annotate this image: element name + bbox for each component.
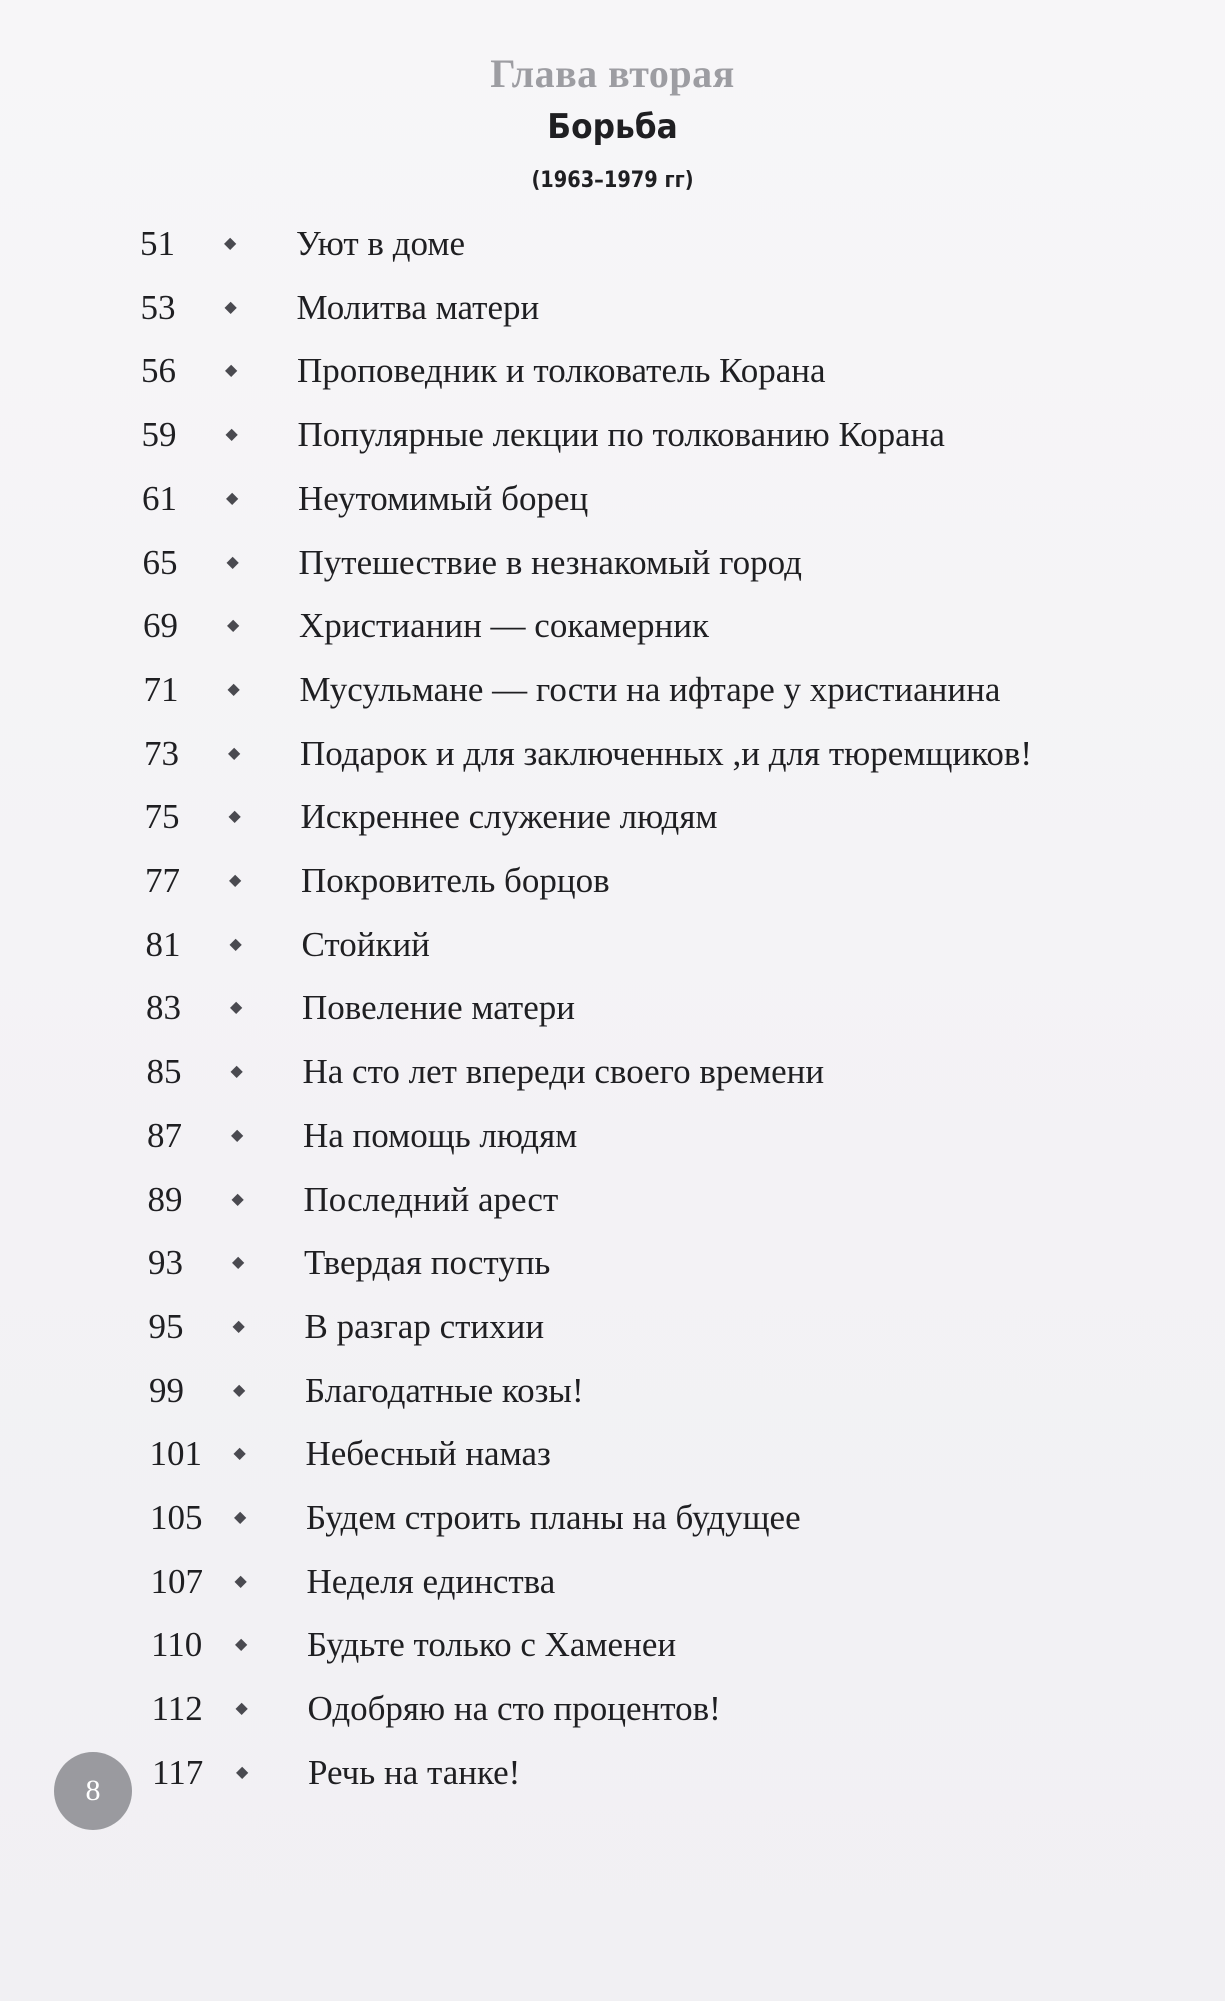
toc-title: Твердая поступь	[304, 1243, 551, 1283]
diamond-bullet-icon: ◆	[224, 235, 237, 252]
diamond-bullet-icon: ◆	[226, 553, 239, 571]
toc-title: Путешествие в незнакомый город	[298, 542, 802, 582]
toc-entry	[148, 1231, 1225, 1295]
toc-entry	[147, 1104, 1225, 1168]
toc-page-number: 110	[151, 1625, 203, 1665]
toc-entry	[150, 1422, 1225, 1486]
toc-title: Последний арест	[303, 1179, 559, 1219]
toc-page-number: 99	[149, 1370, 184, 1410]
toc-title: Молитва матери	[296, 287, 540, 327]
diamond-bullet-icon: ◆	[224, 298, 237, 316]
toc-page-number: 105	[150, 1498, 203, 1537]
diamond-bullet-icon: ◆	[232, 1317, 245, 1335]
toc-title: Проповедник и толкователь Корана	[297, 351, 826, 391]
diamond-bullet-icon: ◆	[234, 1572, 247, 1590]
toc-page-number: 71	[143, 669, 179, 709]
toc-entry	[143, 531, 1225, 595]
toc-entry	[150, 1486, 1225, 1550]
page-number-badge: 8	[54, 1752, 132, 1830]
toc-title: Речь на танке!	[308, 1752, 521, 1792]
toc-title: Стойкий	[301, 924, 430, 964]
toc-page-number: 75	[144, 797, 180, 837]
toc-title: Повеление матери	[302, 988, 575, 1028]
toc-title: Искреннее служение людям	[300, 797, 718, 837]
toc-page-number: 87	[147, 1115, 182, 1155]
toc-title: Мусульмане — гости на ифтаре у христианина	[299, 669, 1001, 709]
toc-title: Христианин — сокамерник	[299, 606, 709, 646]
toc-title: На сто лет впереди своего времени	[302, 1052, 825, 1092]
diamond-bullet-icon: ◆	[229, 872, 242, 889]
diamond-bullet-icon: ◆	[229, 935, 242, 953]
chapter-title: Борьба	[547, 107, 678, 147]
toc-entry	[152, 1677, 1225, 1741]
toc-title: На помощь людям	[303, 1115, 578, 1155]
diamond-bullet-icon: ◆	[228, 808, 241, 826]
toc-page-number: 93	[148, 1243, 183, 1283]
diamond-bullet-icon: ◆	[236, 1763, 249, 1781]
toc-title: Уют в доме	[296, 224, 466, 263]
toc-page-number: 51	[140, 224, 175, 263]
toc-page-number: 53	[140, 287, 176, 327]
toc-title: Будьте только с Хаменеи	[307, 1625, 677, 1665]
toc-title: Неделя единства	[306, 1561, 556, 1601]
toc-entry	[143, 594, 1225, 658]
diamond-bullet-icon: ◆	[231, 1190, 244, 1208]
diamond-bullet-icon: ◆	[235, 1636, 248, 1654]
toc-title: Небесный намаз	[305, 1434, 551, 1474]
toc-page-number: 59	[141, 415, 177, 455]
toc-entry	[140, 212, 1225, 276]
diamond-bullet-icon: ◆	[230, 999, 243, 1017]
toc-title: Одобряю на сто процентов!	[307, 1689, 721, 1729]
toc-title: Неутомимый борец	[298, 478, 589, 518]
diamond-bullet-icon: ◆	[227, 617, 240, 635]
toc-page-number: 83	[146, 988, 181, 1028]
diamond-bullet-icon: ◆	[230, 1063, 243, 1081]
toc-entry	[144, 658, 1225, 722]
diamond-bullet-icon: ◆	[227, 680, 240, 698]
toc-entry	[142, 403, 1225, 467]
toc-title: Покровитель борцов	[301, 861, 610, 900]
toc-page-number: 69	[143, 606, 178, 646]
toc-page-number: 107	[150, 1561, 203, 1601]
toc-page-number: 81	[145, 924, 181, 964]
toc-entry	[144, 722, 1225, 786]
toc-entry	[151, 1550, 1225, 1614]
toc-page-number: 61	[142, 478, 177, 518]
diamond-bullet-icon: ◆	[231, 1126, 244, 1144]
diamond-bullet-icon: ◆	[226, 489, 239, 507]
toc-page-number: 77	[145, 861, 180, 900]
toc-entry	[152, 1741, 1225, 1805]
diamond-bullet-icon: ◆	[225, 362, 238, 380]
diamond-bullet-icon: ◆	[234, 1509, 247, 1526]
toc-page-number: 56	[141, 351, 176, 391]
toc-entry	[146, 913, 1225, 977]
toc-entry	[147, 1040, 1225, 1104]
toc-title: Подарок и для заключенных ,и для тюремщиков!	[300, 733, 1033, 773]
toc-page-number: 112	[151, 1689, 203, 1729]
toc-entry	[148, 1168, 1225, 1232]
diamond-bullet-icon: ◆	[225, 426, 238, 444]
toc-entry	[142, 467, 1225, 531]
toc-page-number: 73	[144, 733, 179, 773]
diamond-bullet-icon: ◆	[232, 1254, 245, 1272]
toc-entry	[149, 1359, 1225, 1423]
toc-title: В разгар стихии	[304, 1306, 545, 1346]
toc-entry	[141, 339, 1225, 403]
chapter-years: (1963–1979 гг)	[531, 168, 694, 193]
toc-page-number: 85	[146, 1052, 182, 1092]
chapter-label: Глава вторая	[490, 51, 735, 96]
toc-page-number: 89	[147, 1179, 183, 1219]
toc-page-number: 65	[142, 542, 178, 582]
diamond-bullet-icon: ◆	[228, 744, 241, 762]
diamond-bullet-icon: ◆	[235, 1700, 248, 1718]
toc-entry	[141, 276, 1225, 340]
diamond-bullet-icon: ◆	[233, 1445, 246, 1463]
toc-entry	[145, 849, 1225, 913]
toc-entry	[151, 1613, 1225, 1677]
toc-title: Будем строить планы на будущее	[306, 1498, 801, 1537]
diamond-bullet-icon: ◆	[233, 1381, 246, 1399]
toc-entry	[146, 976, 1225, 1040]
toc-title: Благодатные козы!	[305, 1370, 584, 1410]
toc-title: Популярные лекции по толкованию Корана	[297, 415, 945, 455]
toc-page-number: 101	[149, 1434, 202, 1474]
toc-page-number: 95	[148, 1306, 184, 1346]
table-of-contents	[0, 212, 1225, 1812]
toc-entry	[145, 785, 1225, 849]
toc-entry	[149, 1295, 1225, 1359]
toc-page-number: 117	[152, 1752, 204, 1792]
